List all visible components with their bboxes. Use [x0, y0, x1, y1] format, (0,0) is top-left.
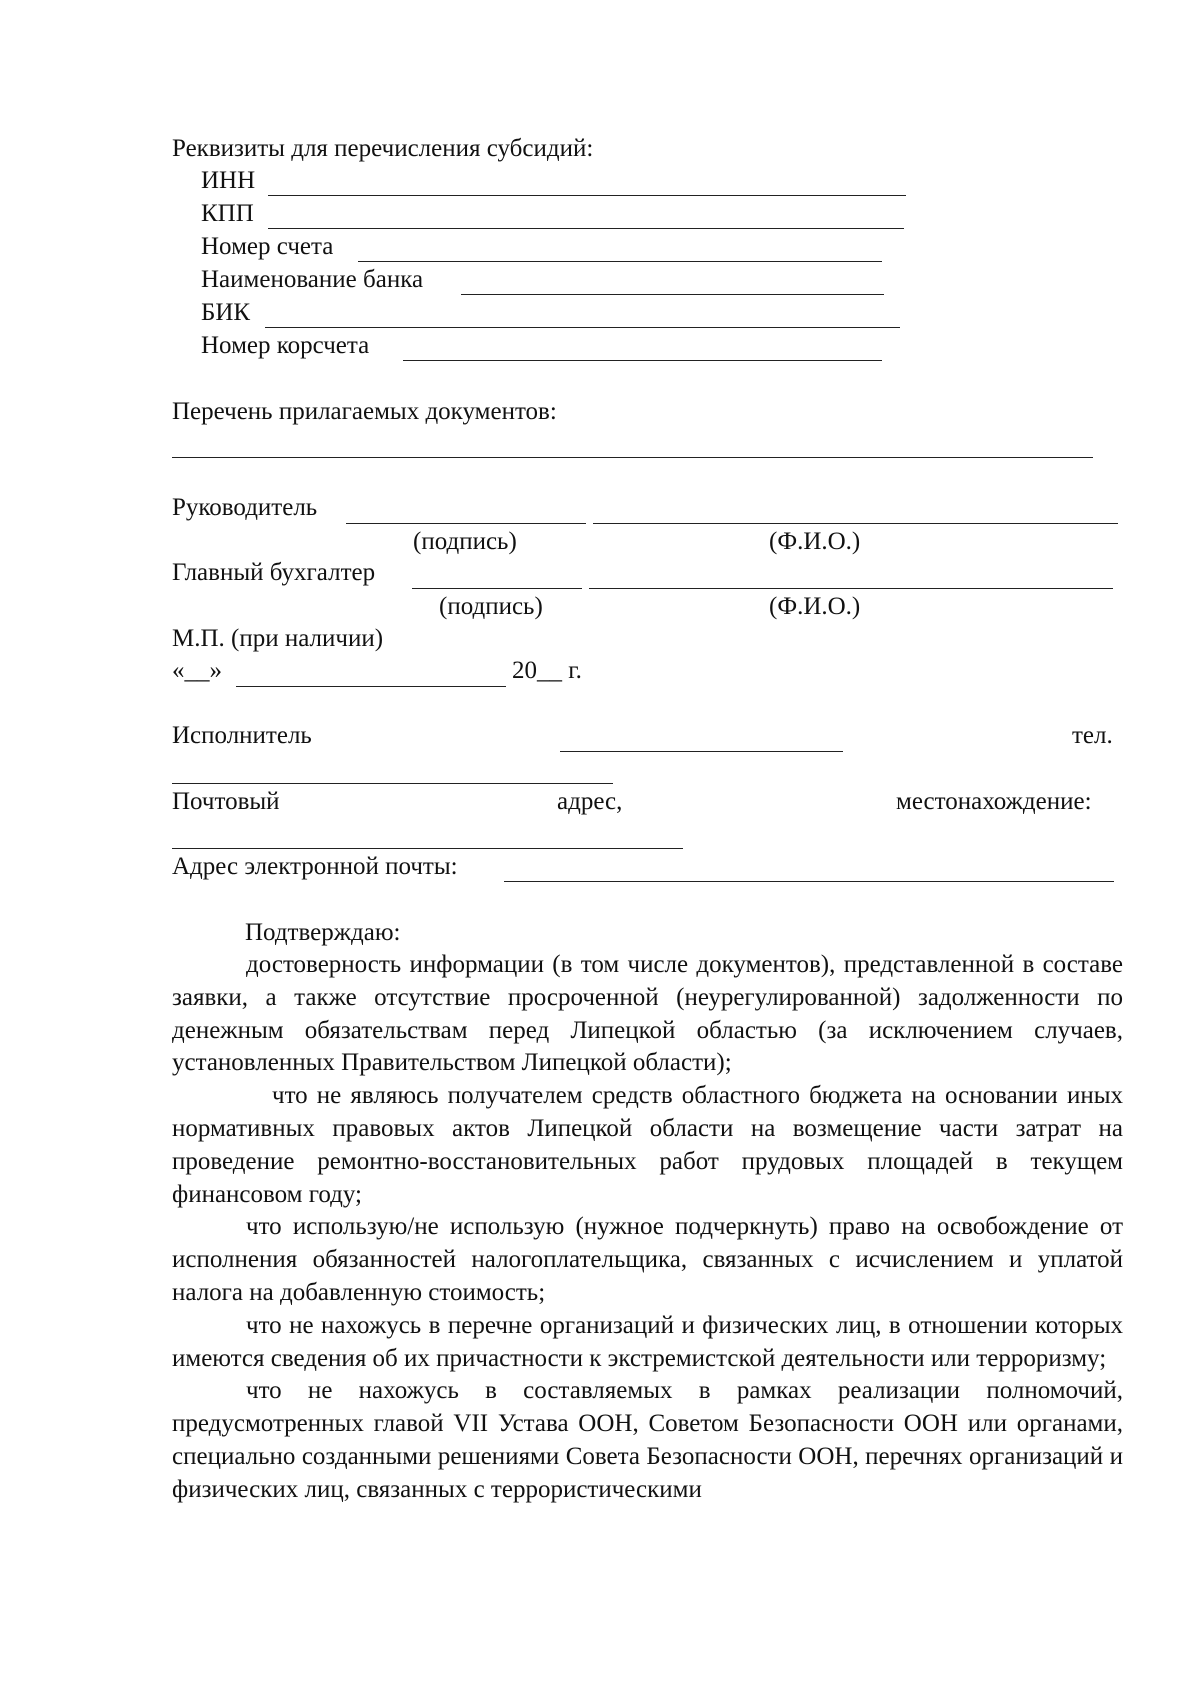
- stamp-label: М.П. (при наличии): [172, 625, 384, 652]
- corr-account-label: Номер корсчета: [201, 332, 370, 359]
- account-field[interactable]: [358, 261, 882, 262]
- kpp-field[interactable]: [268, 228, 904, 229]
- email-field[interactable]: [504, 881, 1114, 882]
- account-label: Номер счета: [201, 233, 334, 260]
- kpp-label: КПП: [201, 200, 254, 227]
- head-label: Руководитель: [172, 494, 318, 521]
- chief-accountant-signature-caption: (подпись): [439, 593, 543, 620]
- phone-label: тел.: [1072, 722, 1113, 749]
- confirm-paragraph-1: достоверность информации (в том числе документов), представленной в составе заявки, а также отсутствие просроченной (неурегулированной) задолженности по денежным обязательствам перед Липецкой областью (за исключением случаев, установленных Правительством Липецкой области);: [172, 951, 1123, 1077]
- confirm-paragraph-3: что использую/не использую (нужное подчеркнуть) право на освобождение от исполнения обязанностей налогоплательщика, связанных с исчислением и уплатой налога на добавленную стоимость;: [172, 1213, 1123, 1306]
- bank-label: Наименование банка: [201, 266, 424, 293]
- address-field[interactable]: [172, 848, 683, 849]
- location-label: местонахождение:: [896, 788, 1092, 815]
- bik-label: БИК: [201, 299, 251, 326]
- confirm-paragraph-4: что не нахожусь в перечне организаций и физических лиц, в отношении которых имеются сведения об их причастности к экстремистской деятельности или терроризму;: [172, 1311, 1123, 1372]
- email-label: Адрес электронной почты:: [172, 853, 458, 880]
- phone-field[interactable]: [172, 783, 613, 784]
- date-year: 20__ г.: [512, 657, 582, 684]
- head-fio-field[interactable]: [593, 523, 1118, 524]
- chief-accountant-signature-field[interactable]: [412, 588, 582, 589]
- requisites-title: Реквизиты для перечисления субсидий:: [172, 135, 594, 162]
- inn-label: ИНН: [201, 167, 256, 194]
- address-label: адрес,: [557, 788, 623, 815]
- chief-accountant-fio-caption: (Ф.И.О.): [769, 593, 861, 620]
- postal-label: Почтовый: [172, 788, 280, 815]
- inn-field[interactable]: [268, 195, 906, 196]
- chief-accountant-label: Главный бухгалтер: [172, 559, 376, 586]
- date-day: «__»: [172, 657, 222, 684]
- confirm-title: Подтверждаю:: [245, 919, 401, 946]
- documents-title: Перечень прилагаемых документов:: [172, 398, 557, 425]
- executor-label: Исполнитель: [172, 722, 312, 749]
- confirm-paragraph-5: что не нахожусь в составляемых в рамках реализации полномочий, предусмотренных главой VII Устава ООН, Советом Безопасности ООН или органами, специально созданными решениями Совета Безопасности ООН, перечнях организаций и физических лиц, связанных с террористическими: [172, 1377, 1123, 1503]
- documents-field[interactable]: [172, 457, 1093, 458]
- head-fio-caption: (Ф.И.О.): [769, 528, 861, 555]
- confirm-paragraph-2: что не являюсь получателем средств областного бюджета на основании иных нормативных правовых актов Липецкой области на возмещение части затрат на проведение ремонтно-восстановительных работ прудовых площадей в текущем финансовом году;: [172, 1082, 1123, 1208]
- head-signature-caption: (подпись): [413, 528, 517, 555]
- confirm-paragraphs: [172, 949, 1123, 1507]
- bik-field[interactable]: [265, 327, 900, 328]
- date-month-field[interactable]: [236, 686, 506, 687]
- head-signature-field[interactable]: [346, 523, 586, 524]
- executor-field[interactable]: [560, 751, 843, 752]
- corr-account-field[interactable]: [403, 360, 882, 361]
- chief-accountant-fio-field[interactable]: [589, 588, 1113, 589]
- bank-field[interactable]: [461, 294, 884, 295]
